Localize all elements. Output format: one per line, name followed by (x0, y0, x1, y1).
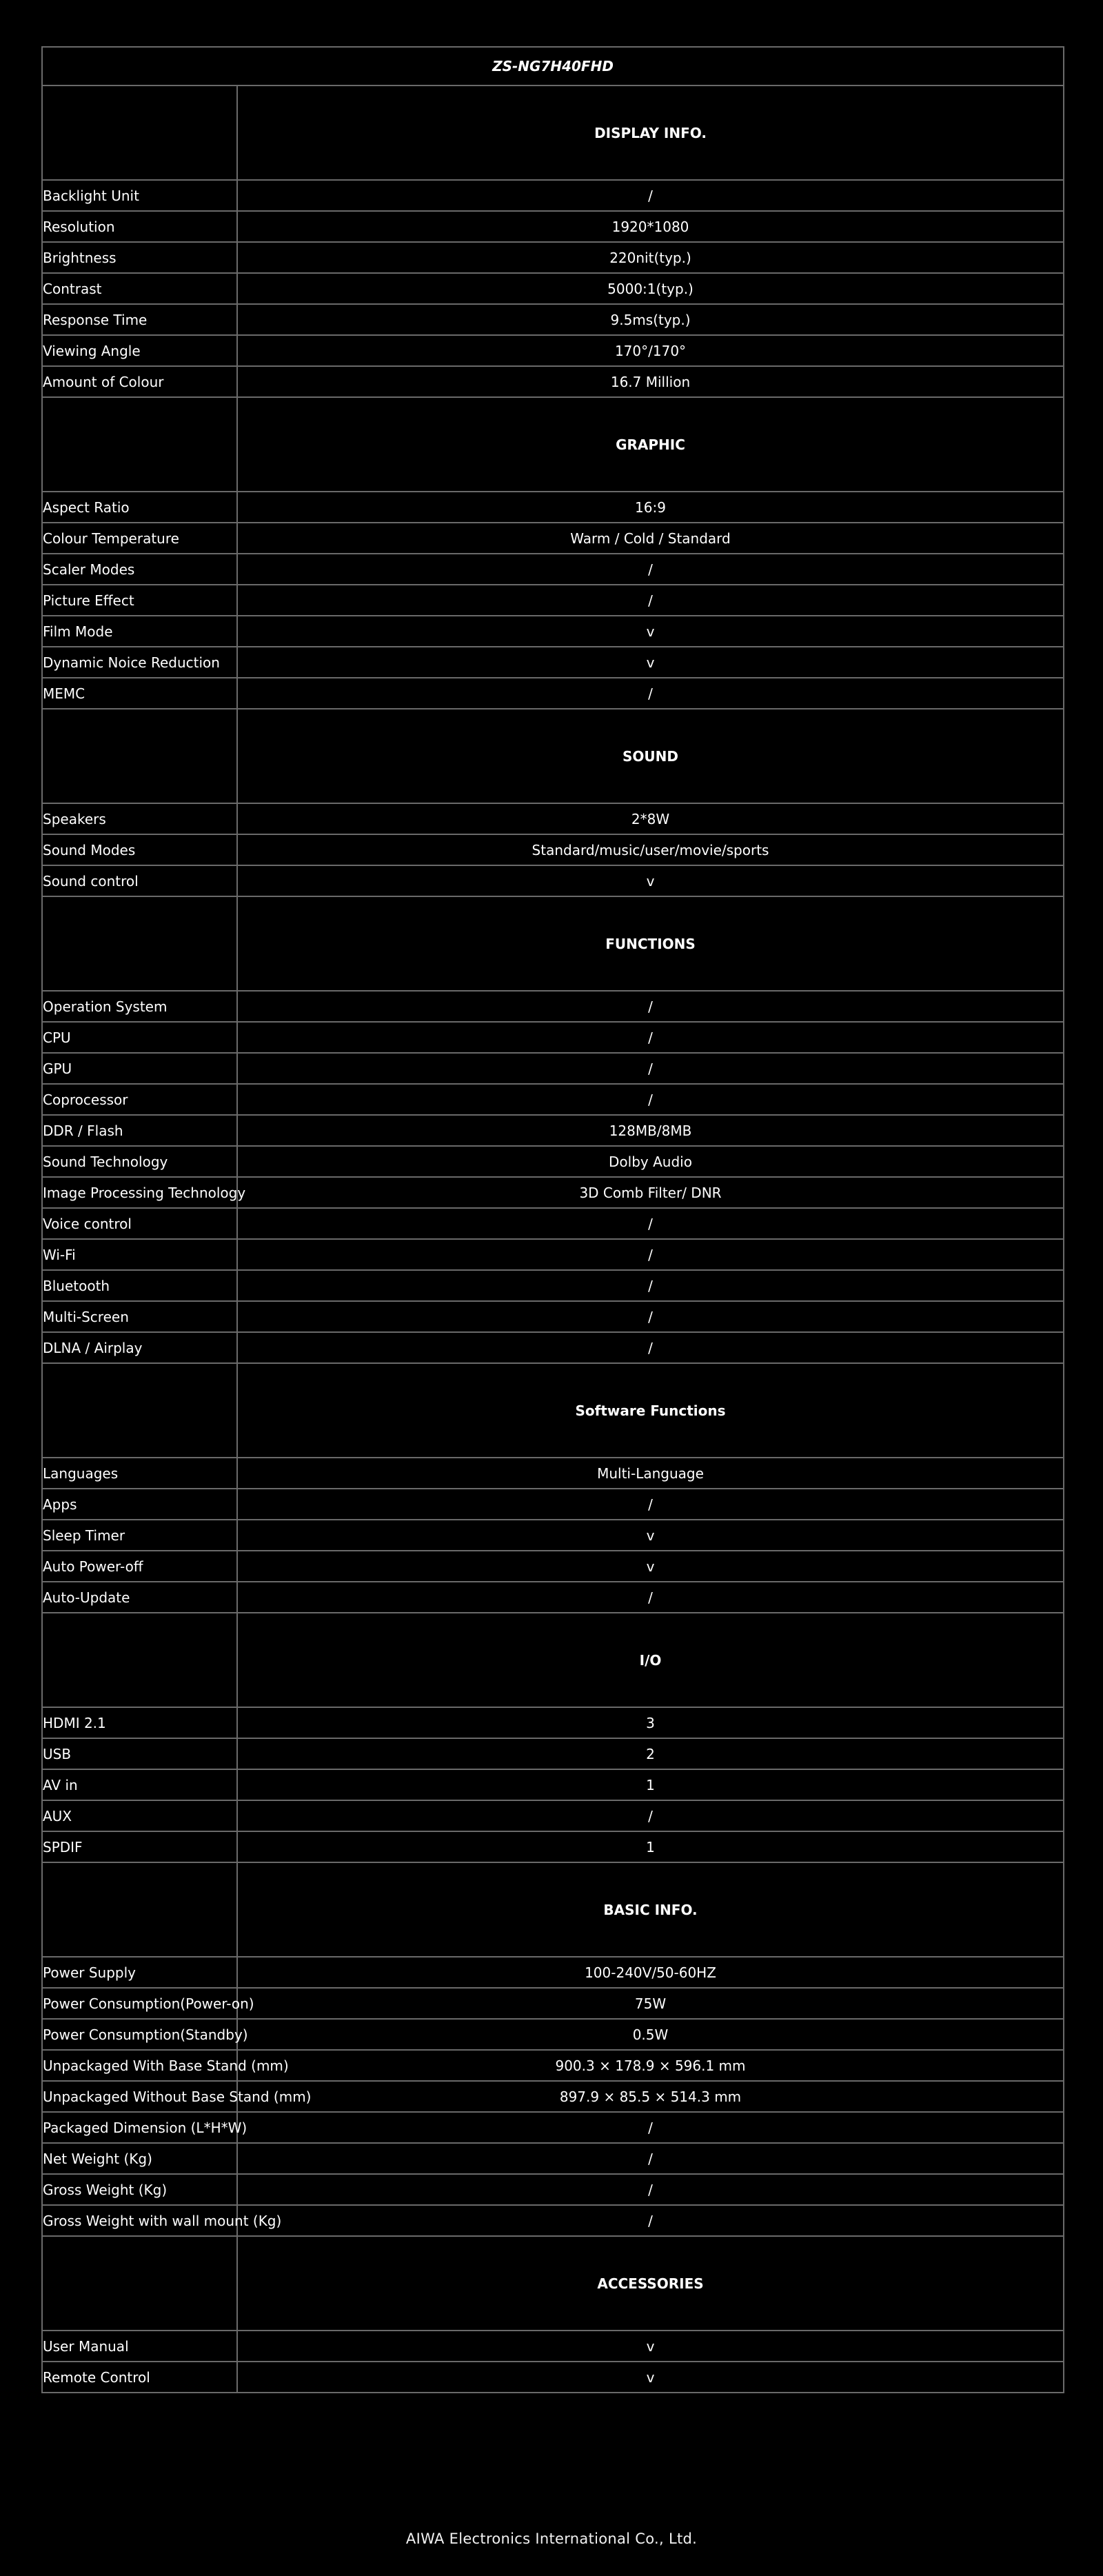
spec-row (42, 1270, 1064, 1301)
spec-label: CPU (42, 1022, 237, 1053)
spec-row (42, 1177, 1064, 1208)
section-header-row (42, 85, 1064, 180)
model-title: ZS-NG7H40FHD (42, 47, 1064, 85)
spec-row (42, 1301, 1064, 1332)
spec-label: Coprocessor (42, 1084, 237, 1115)
spec-label: Wi-Fi (42, 1239, 237, 1270)
spec-label: DDR / Flash (42, 1115, 237, 1146)
spec-value: / (237, 1301, 1064, 1332)
spec-label: Amount of Colour (42, 366, 237, 397)
spec-row (42, 2205, 1064, 2236)
spec-value: 2 (237, 1738, 1064, 1769)
spec-row (42, 2174, 1064, 2205)
spec-value: Standard/music/user/movie/sports (237, 834, 1064, 865)
spec-label: Remote Control (42, 2362, 237, 2393)
spec-label: Response Time (42, 304, 237, 335)
spec-value: / (237, 1053, 1064, 1084)
spec-label: Film Mode (42, 616, 237, 647)
section-title: BASIC INFO. (237, 1862, 1064, 1957)
section-header-row (42, 1363, 1064, 1458)
spec-row (42, 1239, 1064, 1270)
spec-label: Packaged Dimension (L*H*W) (42, 2112, 237, 2143)
spec-row (42, 2331, 1064, 2362)
spec-row (42, 211, 1064, 242)
spec-value: 900.3 × 178.9 × 596.1 mm (237, 2050, 1064, 2081)
spec-label: Contrast (42, 273, 237, 304)
spec-label: Power Consumption(Standby) (42, 2019, 237, 2050)
section-header-spacer (42, 2236, 237, 2331)
spec-label: Sound Modes (42, 834, 237, 865)
spec-row (42, 1957, 1064, 1988)
spec-row (42, 366, 1064, 397)
spec-row (42, 523, 1064, 554)
section-header-spacer (42, 1613, 237, 1707)
spec-value: 3 (237, 1707, 1064, 1738)
spec-label: MEMC (42, 678, 237, 709)
spec-row (42, 1053, 1064, 1084)
spec-label: Languages (42, 1458, 237, 1489)
spec-value: / (237, 1489, 1064, 1520)
section-header-spacer (42, 397, 237, 492)
spec-row (42, 1738, 1064, 1769)
spec-row (42, 492, 1064, 523)
spec-label: Sound Technology (42, 1146, 237, 1177)
spec-value: 16.7 Million (237, 366, 1064, 397)
spec-label: Bluetooth (42, 1270, 237, 1301)
spec-label: Gross Weight (Kg) (42, 2174, 237, 2205)
spec-value: / (237, 2174, 1064, 2205)
spec-value: 170°/170° (237, 335, 1064, 366)
spec-label: User Manual (42, 2331, 237, 2362)
section-header-row (42, 896, 1064, 991)
spec-value: v (237, 647, 1064, 678)
spec-value: Warm / Cold / Standard (237, 523, 1064, 554)
spec-label: Backlight Unit (42, 180, 237, 211)
spec-label: Aspect Ratio (42, 492, 237, 523)
spec-value: / (237, 1022, 1064, 1053)
spec-row (42, 1332, 1064, 1363)
spec-row (42, 1769, 1064, 1800)
section-title: SOUND (237, 709, 1064, 803)
model-title-row (42, 47, 1064, 85)
spec-label: Speakers (42, 803, 237, 834)
spec-label: Brightness (42, 242, 237, 273)
spec-value: 2*8W (237, 803, 1064, 834)
spec-row (42, 1146, 1064, 1177)
spec-value: v (237, 616, 1064, 647)
spec-value: / (237, 2205, 1064, 2236)
section-header-row (42, 1862, 1064, 1957)
spec-value: 1920*1080 (237, 211, 1064, 242)
spec-row (42, 1458, 1064, 1489)
spec-row (42, 1707, 1064, 1738)
spec-label: HDMI 2.1 (42, 1707, 237, 1738)
spec-label: Unpackaged With Base Stand (mm) (42, 2050, 237, 2081)
spec-value: / (237, 1239, 1064, 1270)
spec-row (42, 647, 1064, 678)
spec-label: Auto-Update (42, 1582, 237, 1613)
spec-label: Voice control (42, 1208, 237, 1239)
spec-row (42, 1208, 1064, 1239)
spec-row (42, 2081, 1064, 2112)
spec-value: 0.5W (237, 2019, 1064, 2050)
spec-label: AUX (42, 1800, 237, 1831)
section-header-spacer (42, 85, 237, 180)
spec-value: / (237, 1208, 1064, 1239)
spec-label: Resolution (42, 211, 237, 242)
spec-value: / (237, 1800, 1064, 1831)
spec-row (42, 834, 1064, 865)
spec-value: v (237, 2331, 1064, 2362)
spec-value: 128MB/8MB (237, 1115, 1064, 1146)
spec-row (42, 242, 1064, 273)
section-header-row (42, 397, 1064, 492)
spec-row (42, 585, 1064, 616)
spec-label: Viewing Angle (42, 335, 237, 366)
spec-value: 3D Comb Filter/ DNR (237, 1177, 1064, 1208)
spec-row (42, 1988, 1064, 2019)
spec-value: / (237, 1270, 1064, 1301)
spec-table (41, 46, 1064, 2393)
spec-row (42, 865, 1064, 896)
spec-label: Net Weight (Kg) (42, 2143, 237, 2174)
spec-value: v (237, 2362, 1064, 2393)
spec-value: Dolby Audio (237, 1146, 1064, 1177)
spec-label: Colour Temperature (42, 523, 237, 554)
spec-row (42, 803, 1064, 834)
spec-row (42, 1489, 1064, 1520)
spec-value: / (237, 2143, 1064, 2174)
section-title: FUNCTIONS (237, 896, 1064, 991)
spec-value: / (237, 1084, 1064, 1115)
spec-row (42, 1115, 1064, 1146)
spec-label: Auto Power-off (42, 1551, 237, 1582)
spec-value: / (237, 1582, 1064, 1613)
spec-label: Multi-Screen (42, 1301, 237, 1332)
spec-value: / (237, 678, 1064, 709)
spec-label: Power Consumption(Power-on) (42, 1988, 237, 2019)
spec-label: USB (42, 1738, 237, 1769)
spec-row (42, 335, 1064, 366)
spec-value: 100-240V/50-60HZ (237, 1957, 1064, 1988)
spec-row (42, 2112, 1064, 2143)
section-header-spacer (42, 709, 237, 803)
spec-row (42, 2019, 1064, 2050)
spec-value: Multi-Language (237, 1458, 1064, 1489)
spec-row (42, 991, 1064, 1022)
spec-label: AV in (42, 1769, 237, 1800)
spec-row (42, 1022, 1064, 1053)
spec-value: / (237, 2112, 1064, 2143)
spec-label: Image Processing Technology (42, 1177, 237, 1208)
spec-row (42, 2362, 1064, 2393)
section-title: DISPLAY INFO. (237, 85, 1064, 180)
spec-row (42, 1831, 1064, 1862)
section-header-spacer (42, 896, 237, 991)
spec-label: SPDIF (42, 1831, 237, 1862)
section-title: GRAPHIC (237, 397, 1064, 492)
spec-row (42, 554, 1064, 585)
spec-value: / (237, 554, 1064, 585)
spec-row (42, 678, 1064, 709)
spec-row (42, 1582, 1064, 1613)
spec-label: GPU (42, 1053, 237, 1084)
spec-label: Operation System (42, 991, 237, 1022)
spec-label: DLNA / Airplay (42, 1332, 237, 1363)
section-title: I/O (237, 1613, 1064, 1707)
spec-value: 220nit(typ.) (237, 242, 1064, 273)
spec-value: v (237, 865, 1064, 896)
spec-label: Dynamic Noice Reduction (42, 647, 237, 678)
section-header-spacer (42, 1363, 237, 1458)
spec-value: 16:9 (237, 492, 1064, 523)
footer-company-name: AIWA Electronics International Co., Ltd. (405, 2530, 698, 2547)
spec-label: Apps (42, 1489, 237, 1520)
spec-value: / (237, 1332, 1064, 1363)
spec-value: 9.5ms(typ.) (237, 304, 1064, 335)
spec-value: 5000:1(typ.) (237, 273, 1064, 304)
spec-label: Sound control (42, 865, 237, 896)
spec-value: v (237, 1520, 1064, 1551)
spec-value: 897.9 × 85.5 × 514.3 mm (237, 2081, 1064, 2112)
spec-value: / (237, 180, 1064, 211)
spec-label: Gross Weight with wall mount (Kg) (42, 2205, 237, 2236)
spec-label: Picture Effect (42, 585, 237, 616)
spec-row (42, 616, 1064, 647)
spec-row (42, 273, 1064, 304)
section-title: ACCESSORIES (237, 2236, 1064, 2331)
spec-value: 1 (237, 1831, 1064, 1862)
spec-row (42, 1520, 1064, 1551)
section-title: Software Functions (237, 1363, 1064, 1458)
spec-row (42, 1551, 1064, 1582)
spec-value: / (237, 585, 1064, 616)
spec-row (42, 1800, 1064, 1831)
spec-label: Scaler Modes (42, 554, 237, 585)
section-header-row (42, 2236, 1064, 2331)
spec-value: 1 (237, 1769, 1064, 1800)
spec-value: v (237, 1551, 1064, 1582)
spec-value: 75W (237, 1988, 1064, 2019)
spec-label: Unpackaged Without Base Stand (mm) (42, 2081, 237, 2112)
spec-label: Power Supply (42, 1957, 237, 1988)
spec-value: / (237, 991, 1064, 1022)
section-header-spacer (42, 1862, 237, 1957)
spec-row (42, 1084, 1064, 1115)
spec-label: Sleep Timer (42, 1520, 237, 1551)
spec-row (42, 304, 1064, 335)
spec-row (42, 2050, 1064, 2081)
section-header-row (42, 1613, 1064, 1707)
spec-row (42, 2143, 1064, 2174)
section-header-row (42, 709, 1064, 803)
spec-row (42, 180, 1064, 211)
